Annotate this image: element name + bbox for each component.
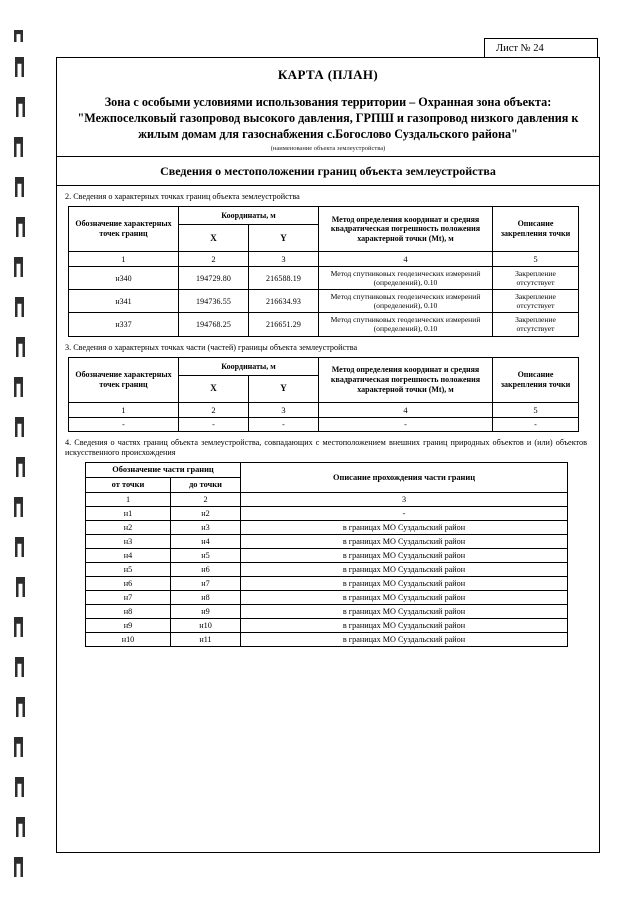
- table-row: [86, 563, 568, 577]
- cell-from-point: н7: [86, 591, 171, 605]
- table-numbering-row: [69, 402, 579, 417]
- cell-passage-description: в границах МО Суздальский район: [241, 521, 568, 535]
- section2-heading: 2. Сведения о характерных точках границ объекта землеустройства: [65, 191, 300, 201]
- colnum-2: 2: [179, 402, 249, 417]
- scan-artifact-mark: [14, 377, 23, 397]
- scan-artifact-mark: [14, 497, 23, 517]
- colnum-3: 3: [241, 493, 568, 507]
- cell-passage-description: в границах МО Суздальский район: [241, 535, 568, 549]
- table-row: [86, 521, 568, 535]
- cell-y: 216588.19: [249, 266, 319, 289]
- col-from-point: от точки: [86, 478, 171, 493]
- document-subject: Зона с особыми условиями использования территории – Охранная зона объекта: "Межпоселковый газопровод высокого давления, ГРПШ и газопровод низкого давления к жилым домам для газоснабжения с.Богослово Суздальского района": [77, 95, 579, 142]
- scan-artifact-mark: [15, 57, 24, 77]
- scan-artifact-mark: [16, 337, 25, 357]
- table-row: [86, 591, 568, 605]
- table-row: [69, 417, 579, 431]
- table-row: [86, 507, 568, 521]
- col-part-designation: Обозначение части границ: [86, 463, 241, 478]
- cell-method: Метод спутниковых геодезических измерений (определений), 0.10: [319, 266, 493, 289]
- cell-to-point: н10: [171, 619, 241, 633]
- section4-table-body: [86, 507, 568, 647]
- scan-artifact-mark: [15, 657, 24, 677]
- cell-from-point: н4: [86, 549, 171, 563]
- cell-y: 216651.29: [249, 313, 319, 336]
- cell-to-point: н9: [171, 605, 241, 619]
- cell-method: Метод спутниковых геодезических измерений (определений), 0.10: [319, 313, 493, 336]
- colnum-1: 1: [69, 251, 179, 266]
- document-page-frame: [56, 57, 600, 853]
- cell-from-point: н3: [86, 535, 171, 549]
- cell-y: -: [249, 417, 319, 431]
- scan-artifact-mark: [15, 537, 24, 557]
- cell-point: н340: [69, 266, 179, 289]
- cell-to-point: н6: [171, 563, 241, 577]
- scan-artifact-mark: [15, 417, 24, 437]
- col-x: X: [179, 375, 249, 402]
- table-header-row: [69, 206, 579, 224]
- cell-description: Закрепление отсутствует: [493, 266, 579, 289]
- document-title: КАРТА (ПЛАН): [277, 67, 379, 82]
- cell-passage-description: в границах МО Суздальский район: [241, 591, 568, 605]
- table-row: [69, 266, 579, 289]
- scan-artifact-mark: [15, 777, 24, 797]
- colnum-4: 4: [319, 251, 493, 266]
- cell-x: 194729.80: [179, 266, 249, 289]
- sheet-number-label: Лист № 24: [496, 42, 544, 54]
- subject-caption: (наименование объекта землеустройства): [270, 144, 386, 152]
- cell-point: -: [69, 417, 179, 431]
- cell-from-point: н6: [86, 577, 171, 591]
- colnum-2: 2: [171, 493, 241, 507]
- scan-artifact-mark: [15, 177, 24, 197]
- section2-table: [68, 206, 579, 337]
- scan-artifact-mark: [16, 217, 25, 237]
- colnum-5: 5: [493, 402, 579, 417]
- colnum-1: 1: [69, 402, 179, 417]
- scan-artifact-mark: [16, 817, 25, 837]
- colnum-2: 2: [179, 251, 249, 266]
- cell-passage-description: в границах МО Суздальский район: [241, 605, 568, 619]
- col-passage-description: Описание прохождения части границ: [241, 463, 568, 493]
- colnum-4: 4: [319, 402, 493, 417]
- cell-to-point: н8: [171, 591, 241, 605]
- scan-artifact-mark: [14, 857, 23, 877]
- table-header-row: [69, 357, 579, 375]
- col-x: X: [179, 224, 249, 251]
- table-numbering-row: [86, 493, 568, 507]
- table-row: [86, 577, 568, 591]
- colnum-3: 3: [249, 251, 319, 266]
- cell-from-point: н2: [86, 521, 171, 535]
- cell-from-point: н9: [86, 619, 171, 633]
- table-row: [86, 549, 568, 563]
- scan-artifact-mark: [16, 577, 25, 597]
- cell-method: Метод спутниковых геодезических измерений (определений), 0.10: [319, 290, 493, 313]
- title-block: [57, 58, 599, 157]
- col-description: Описание закрепления точки: [493, 357, 579, 402]
- cell-from-point: н10: [86, 633, 171, 647]
- cell-from-point: н5: [86, 563, 171, 577]
- cell-point: н341: [69, 290, 179, 313]
- sheet-number-box: [484, 38, 598, 58]
- scan-artifact-mark: [14, 30, 23, 42]
- cell-passage-description: в границах МО Суздальский район: [241, 549, 568, 563]
- section3-heading: 3. Сведения о характерных точках части (частей) границы объекта землеустройства: [65, 342, 358, 352]
- col-coordinates: Координаты, м: [179, 206, 319, 224]
- cell-to-point: н4: [171, 535, 241, 549]
- table-row: [86, 605, 568, 619]
- col-description: Описание закрепления точки: [493, 206, 579, 251]
- col-coordinates: Координаты, м: [179, 357, 319, 375]
- cell-to-point: н5: [171, 549, 241, 563]
- col-designation: Обозначение характерных точек границ: [69, 206, 179, 251]
- scan-artifact-mark: [14, 257, 23, 277]
- cell-to-point: н7: [171, 577, 241, 591]
- scan-artifact-mark: [14, 617, 23, 637]
- cell-passage-description: -: [241, 507, 568, 521]
- cell-passage-description: в границах МО Суздальский район: [241, 577, 568, 591]
- cell-x: 194768.25: [179, 313, 249, 336]
- table-row: [69, 290, 579, 313]
- colnum-1: 1: [86, 493, 171, 507]
- colnum-3: 3: [249, 402, 319, 417]
- scan-artifact-mark: [15, 297, 24, 317]
- location-info-banner: Сведения о местоположении границ объекта землеустройства: [57, 157, 599, 186]
- cell-passage-description: в границах МО Суздальский район: [241, 633, 568, 647]
- cell-from-point: н8: [86, 605, 171, 619]
- table-numbering-row: [69, 251, 579, 266]
- col-y: Y: [249, 375, 319, 402]
- table-row: [86, 633, 568, 647]
- scan-artifact-mark: [16, 697, 25, 717]
- cell-point: н337: [69, 313, 179, 336]
- section3-table: [68, 357, 579, 432]
- scan-artifact-mark: [16, 97, 25, 117]
- cell-description: Закрепление отсутствует: [493, 313, 579, 336]
- cell-passage-description: в границах МО Суздальский район: [241, 563, 568, 577]
- cell-passage-description: в границах МО Суздальский район: [241, 619, 568, 633]
- col-method: Метод определения координат и средняя квадратическая погрешность положения характерной точки (Mt), м: [319, 357, 493, 402]
- scan-artifact-strip: [0, 0, 55, 905]
- cell-to-point: н3: [171, 521, 241, 535]
- table-row: [86, 535, 568, 549]
- section4-heading: 4. Сведения о частях границ объекта землеустройства, совпадающих с местоположением внешних границ природных объектов и (или) объектов искусственного происхождения: [65, 437, 587, 458]
- cell-y: 216634.93: [249, 290, 319, 313]
- col-designation: Обозначение характерных точек границ: [69, 357, 179, 402]
- cell-description: -: [493, 417, 579, 431]
- colnum-5: 5: [493, 251, 579, 266]
- table-header-row: [86, 463, 568, 478]
- cell-method: -: [319, 417, 493, 431]
- scan-artifact-mark: [14, 137, 23, 157]
- cell-x: -: [179, 417, 249, 431]
- cell-from-point: н1: [86, 507, 171, 521]
- col-method: Метод определения координат и средняя квадратическая погрешность положения характерной точки (Mt), м: [319, 206, 493, 251]
- cell-description: Закрепление отсутствует: [493, 290, 579, 313]
- table-row: [86, 619, 568, 633]
- table-row: [69, 313, 579, 336]
- col-to-point: до точки: [171, 478, 241, 493]
- frame-body: [57, 186, 599, 648]
- scan-artifact-mark: [14, 737, 23, 757]
- scan-artifact-mark: [16, 457, 25, 477]
- cell-to-point: н11: [171, 633, 241, 647]
- cell-to-point: н2: [171, 507, 241, 521]
- col-y: Y: [249, 224, 319, 251]
- cell-x: 194736.55: [179, 290, 249, 313]
- section4-table: [85, 462, 568, 647]
